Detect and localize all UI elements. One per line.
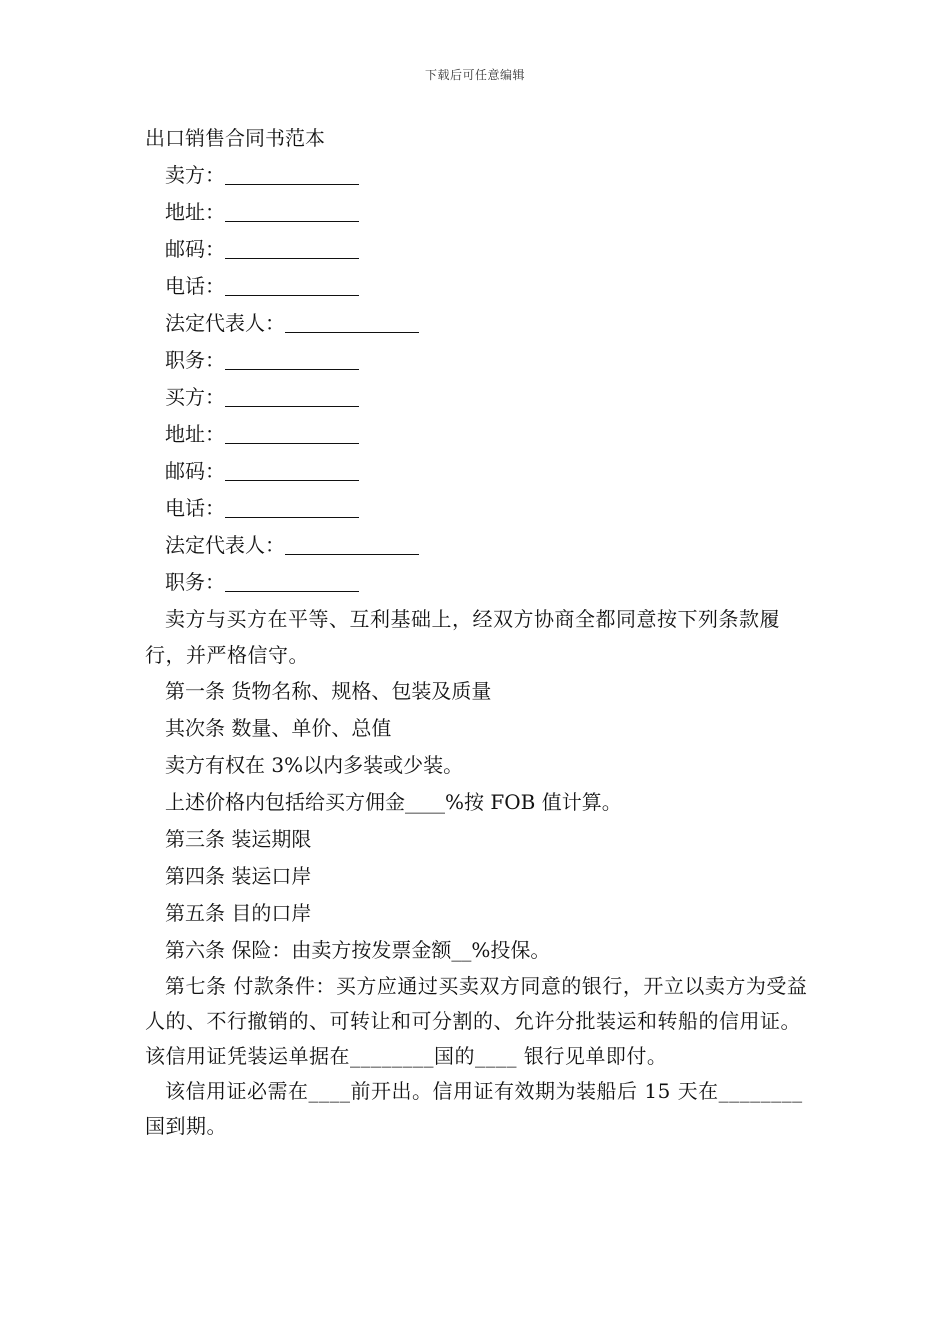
field-label: 卖方：	[165, 163, 225, 187]
blank-line	[225, 421, 359, 444]
blank-line	[225, 458, 359, 481]
field-label: 职务：	[165, 570, 225, 594]
document-body	[145, 120, 810, 1144]
field-label: 电话：	[165, 274, 225, 298]
blank-line	[225, 162, 359, 185]
field-label: 法定代表人：	[165, 533, 285, 557]
clause-1: 第一条 货物名称、规格、包装及质量	[165, 679, 492, 703]
clause-7: 第七条 付款条件：买方应通过买卖双方同意的银行，开立以卖方为受益人的、不行撤销的、可转让和可分割的、允许分批装运和转船的信用证。该信用证凭装运单据在________国的____ 银行见单即付。	[145, 974, 808, 1068]
field-label: 法定代表人：	[165, 311, 285, 335]
clause-6: 第六条 保险：由卖方按发票金额__%投保。	[165, 938, 551, 962]
blank-line	[225, 569, 359, 592]
clause-3: 第三条 装运期限	[165, 827, 312, 851]
page-header: 下载后可任意编辑	[424, 68, 525, 82]
document-title: 出口销售合同书范本	[145, 126, 325, 150]
buyer-section	[145, 379, 810, 601]
clause-5: 第五条 目的口岸	[165, 901, 312, 925]
seller-postcode-field	[145, 231, 810, 268]
blank-line	[225, 347, 359, 370]
buyer-position-field	[145, 564, 810, 601]
blank-line	[225, 495, 359, 518]
seller-address-field	[145, 194, 810, 231]
blank-line	[225, 236, 359, 259]
field-label: 买方：	[165, 385, 225, 409]
buyer-phone-field	[145, 490, 810, 527]
field-label: 地址：	[165, 422, 225, 446]
field-label: 邮码：	[165, 237, 225, 261]
field-label: 职务：	[165, 348, 225, 372]
field-label: 电话：	[165, 496, 225, 520]
blank-line	[225, 384, 359, 407]
seller-position-field	[145, 342, 810, 379]
seller-legal-rep-field	[145, 305, 810, 342]
blank-line	[225, 199, 359, 222]
seller-phone-field	[145, 268, 810, 305]
clause-2: 其次条 数量、单价、总值	[165, 716, 392, 740]
buyer-name-field	[145, 379, 810, 416]
lc-validity-paragraph: 该信用证必需在____前开出。信用证有效期为装船后 15 天在________国到期。	[145, 1079, 803, 1138]
blank-line	[285, 310, 419, 333]
seller-section	[145, 157, 810, 379]
blank-line	[225, 273, 359, 296]
seller-name-field	[145, 157, 810, 194]
field-label: 地址：	[165, 200, 225, 224]
clause-4: 第四条 装运口岸	[165, 864, 312, 888]
buyer-legal-rep-field	[145, 527, 810, 564]
commission-note: 上述价格内包括给买方佣金____%按 FOB 值计算。	[165, 790, 622, 814]
blank-line	[285, 532, 419, 555]
buyer-postcode-field	[145, 453, 810, 490]
clause-2-note: 卖方有权在 3%以内多装或少装。	[165, 753, 464, 777]
buyer-address-field	[145, 416, 810, 453]
field-label: 邮码：	[165, 459, 225, 483]
intro-paragraph: 卖方与买方在平等、互利基础上，经双方协商全都同意按下列条款履行，并严格信守。	[145, 607, 780, 667]
